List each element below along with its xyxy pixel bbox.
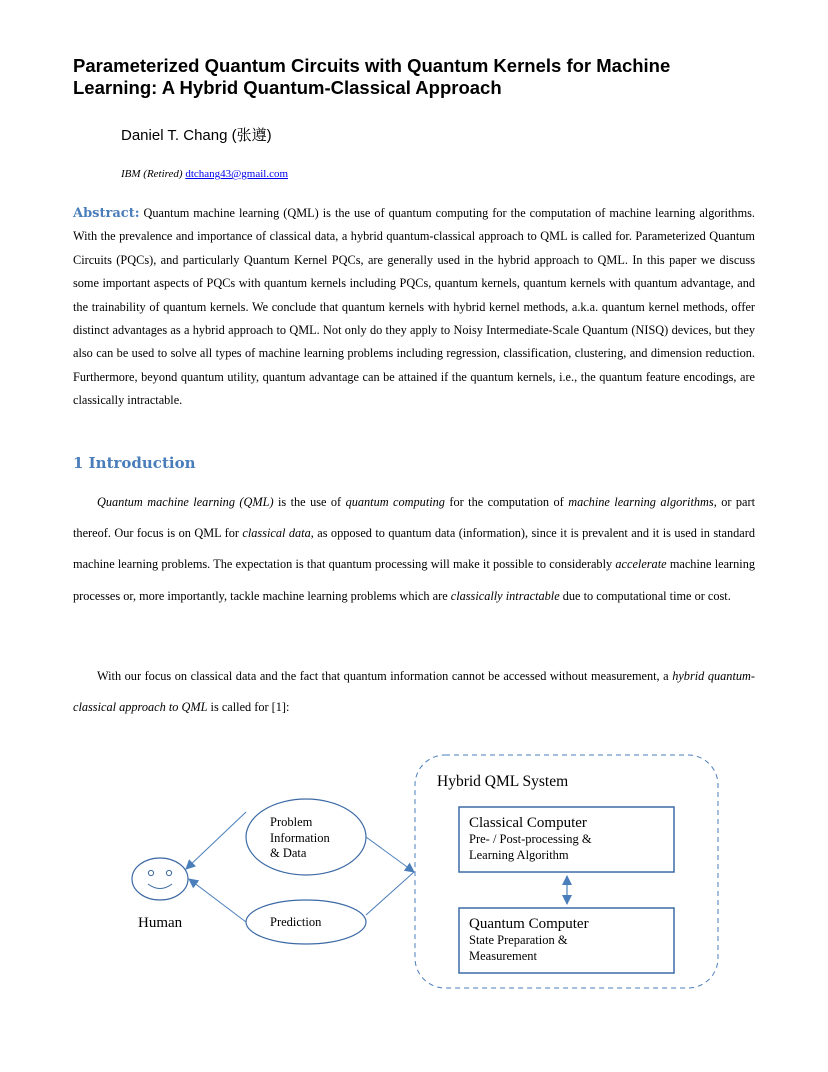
abstract-text: Quantum machine learning (QML) is the use of quantum computing for the computation of machine learning algorithms. With the prevalence and importance of classical data, a hybrid quantum-classical approach to QML is called for. Parameterized Quantum Circuits (PQCs), and particularly Quantum Kernel PQCs, are generally used in the hybrid approach to QML. In this paper we discuss some important aspects of PQCs with quantum kernels including PQCs, quantum kernels, quantum kernels with quantum advantage, and the trainability of quantum kernels. We conclude that quantum kernels with hybrid kernel methods, a.k.a. quantum kernel methods, offer distinct advantages as a hybrid approach to QML. Not only do they apply to Noisy Intermediate-Scale Quantum (NISQ) devices, but they also can be used to solve all types of machine learning problems including regression, classification, clustering, and dimension reduction. Furthermore, beyond quantum utility, quantum advantage can be attained if the quantum kernels, i.e., the quantum feature encodings, are classically intractable. xyxy=(73,206,756,408)
text-run: , as opposed to quantum data (information), since it is prevalent and it is used in standard machine learning problems. The expectation is that quantum processing will make it possible to considerably xyxy=(73,526,755,572)
quantum-title: Quantum Computer xyxy=(469,916,589,932)
bubble2-label: Prediction xyxy=(270,915,322,929)
arrow-prediction-to-human xyxy=(189,879,246,922)
arrow-system-to-prediction xyxy=(366,872,414,915)
title-line-1: Parameterized Quantum Circuits with Quantum Kernels for Machine xyxy=(73,55,671,76)
section-heading-introduction: 1 Introduction xyxy=(73,454,196,472)
arrow-human-to-problem xyxy=(186,812,246,869)
abstract-label: Abstract: xyxy=(73,206,140,221)
author-name: Daniel T. Chang (张遵) xyxy=(121,127,272,144)
bubble1-line2: Information xyxy=(270,831,330,845)
text-run: due to computational time or cost. xyxy=(559,588,731,603)
term-quantum-computing: quantum computing xyxy=(345,495,445,509)
text-run: , or part thereof. Our focus is on QML for xyxy=(73,495,755,541)
arrow-problem-to-system xyxy=(366,837,414,872)
quantum-line2: Measurement xyxy=(469,949,538,963)
quantum-line1: State Preparation & xyxy=(469,933,568,947)
bubble1-line1: Problem xyxy=(270,815,313,829)
term-classically-intractable: classically intractable xyxy=(450,588,560,603)
term-ml-algorithms: machine learning algorithms xyxy=(568,495,714,509)
system-title: Hybrid QML System xyxy=(437,773,569,790)
classical-line2: Learning Algorithm xyxy=(469,848,569,862)
bubble1-line3: & Data xyxy=(270,846,307,860)
affiliation: IBM (Retired) xyxy=(121,168,183,180)
email-link[interactable]: dtchang43@gmail.com xyxy=(185,168,289,180)
human-label: Human xyxy=(138,915,183,931)
text-run: is the use of xyxy=(273,495,346,509)
term-hybrid-approach: hybrid quantum-classical approach to QML xyxy=(73,669,755,715)
text-run: machine learning processes or, more importantly, tackle machine learning problems which are xyxy=(73,557,755,603)
classical-title: Classical Computer xyxy=(469,815,587,831)
text-run: is called for [1]: xyxy=(207,700,290,715)
term-accelerate: accelerate xyxy=(615,557,667,572)
term-classical-data: classical data xyxy=(242,526,311,541)
human-face-icon xyxy=(132,858,188,900)
term-qml: Quantum machine learning (QML) xyxy=(97,495,274,509)
classical-line1: Pre- / Post-processing & xyxy=(469,832,592,846)
text-run: for the computation of xyxy=(444,495,569,509)
text-run: With our focus on classical data and the fact that quantum information cannot be accessed without measurement, a xyxy=(97,669,673,683)
title-line-2: Learning: A Hybrid Quantum-Classical Approach xyxy=(73,77,502,98)
